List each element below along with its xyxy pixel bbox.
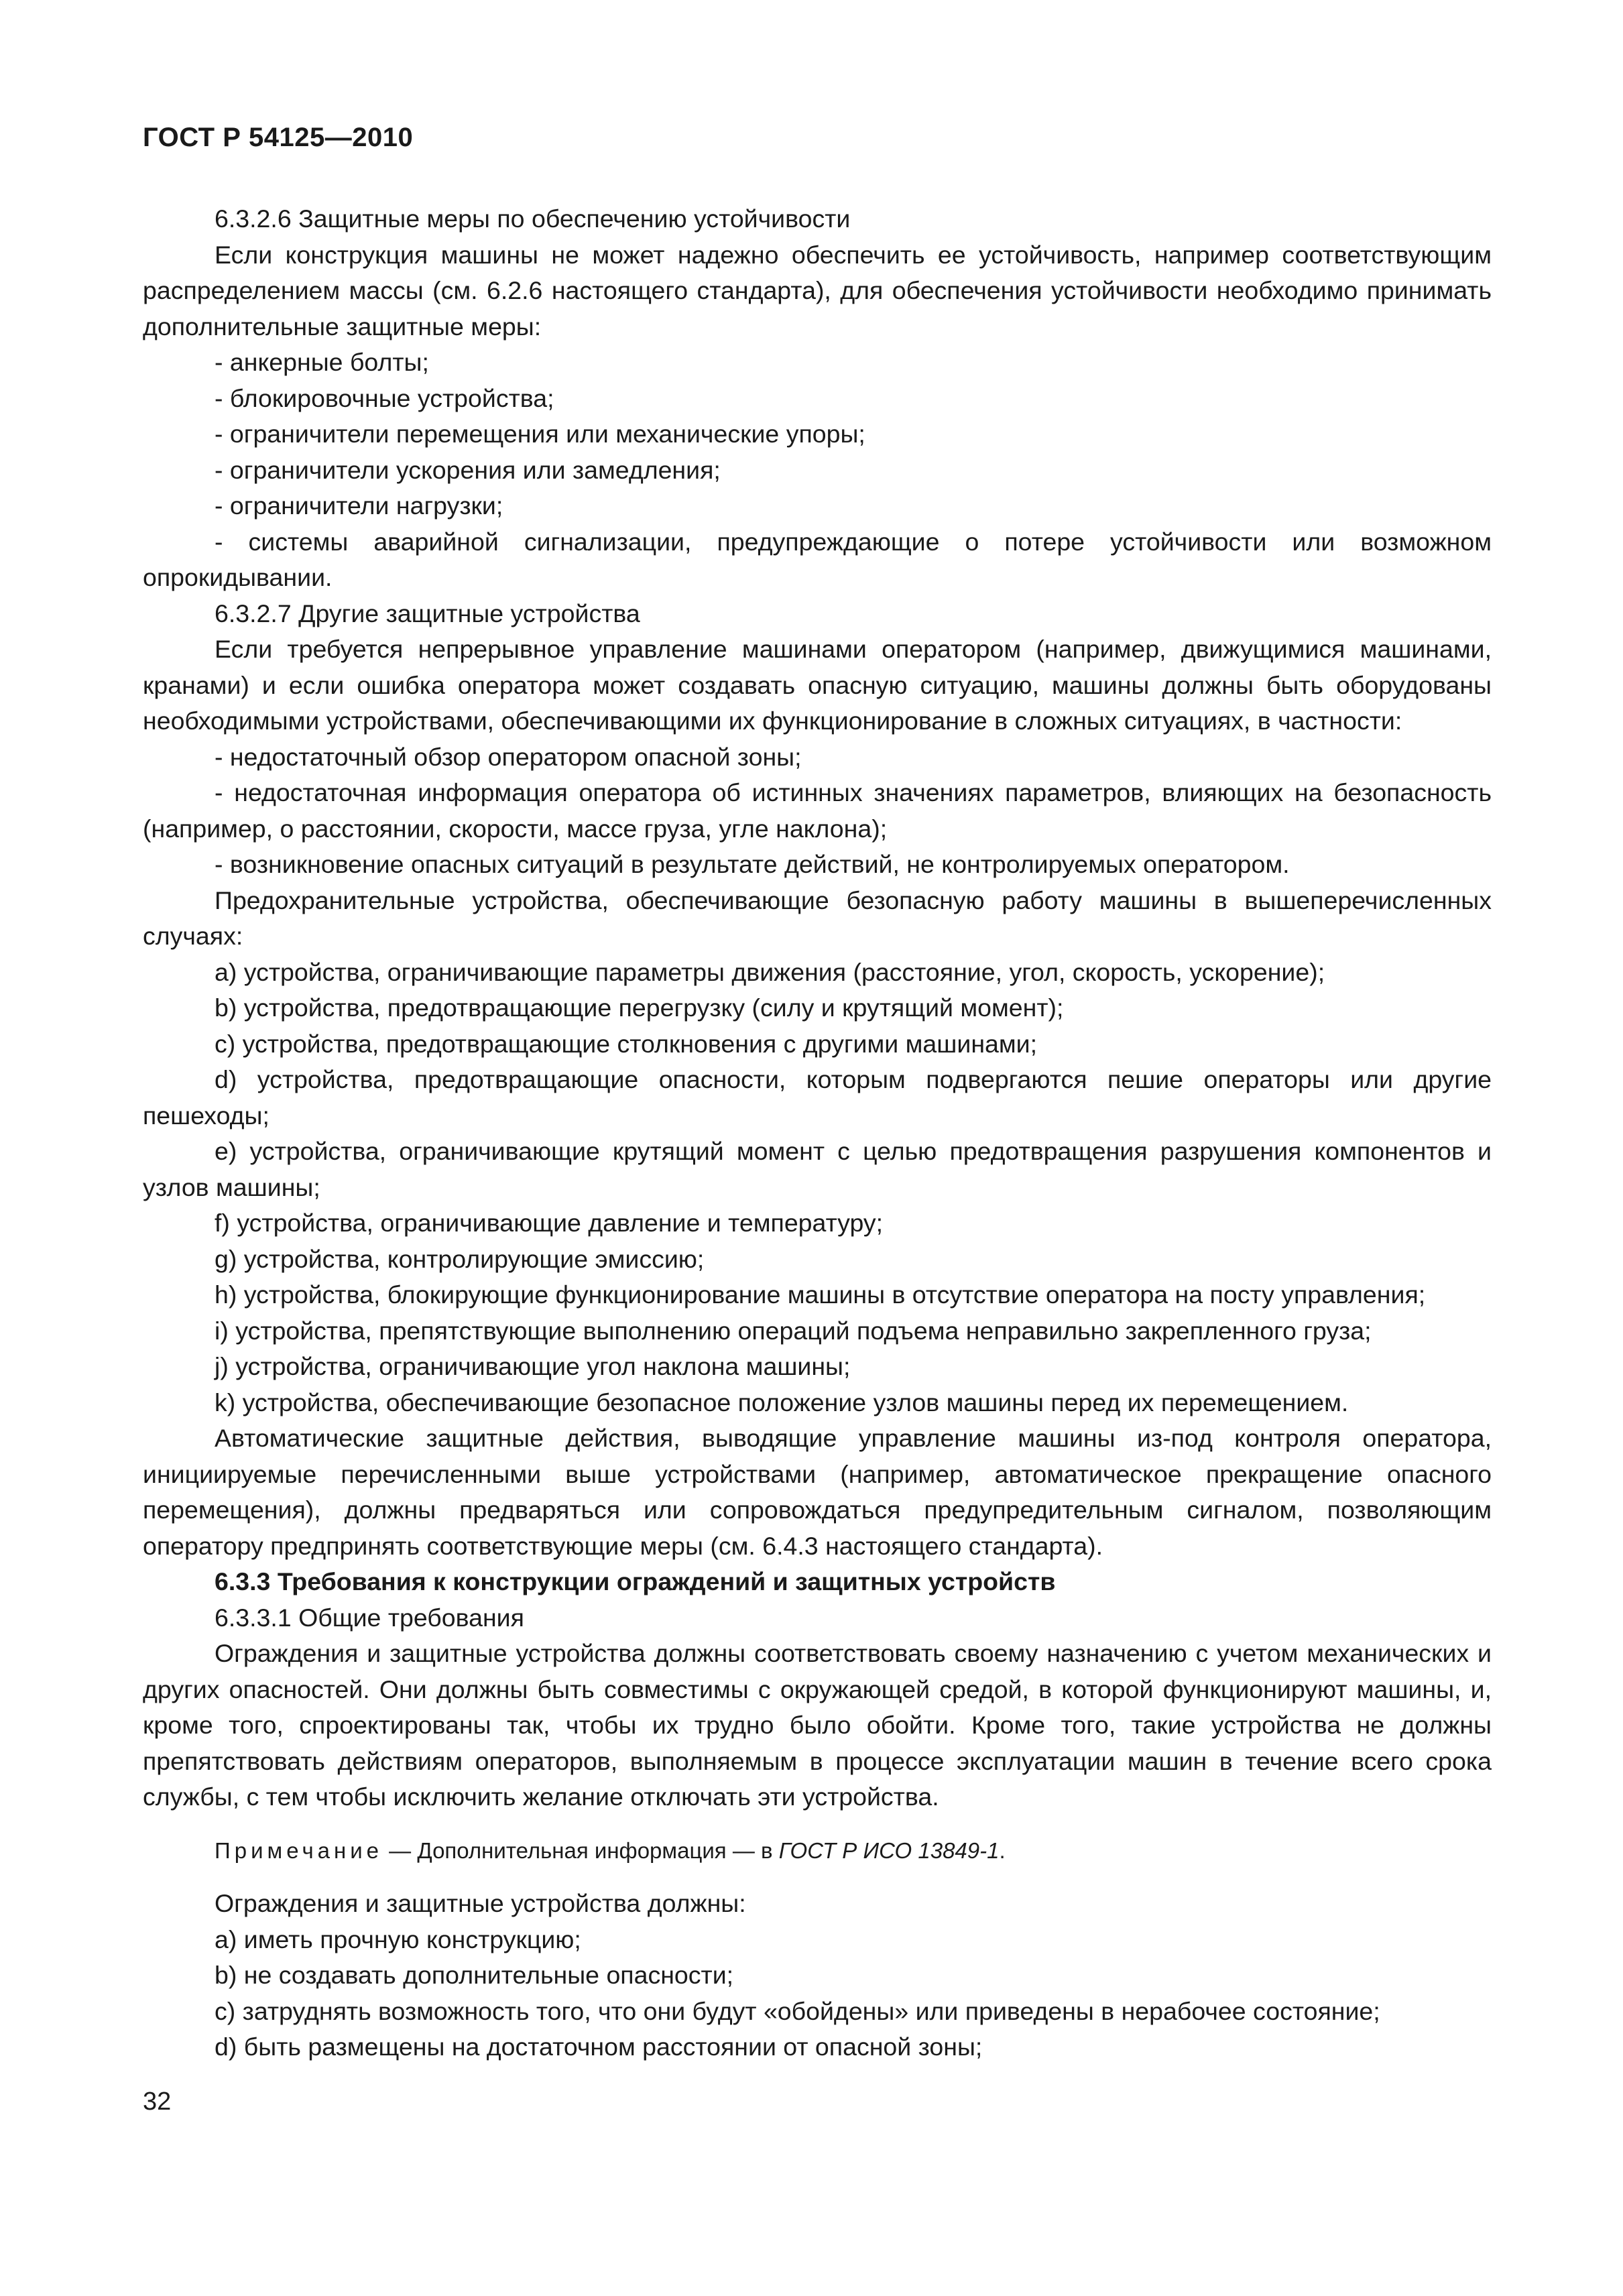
- section-6-3-3-1-title: 6.3.3.1 Общие требования: [215, 1603, 524, 1632]
- section-6-3-2-6-title: 6.3.2.6 Защитные меры по обеспечению устойчивости: [215, 204, 851, 233]
- list-item: - недостаточный обзор оператором опасной зоны;: [215, 742, 802, 771]
- list-item: - возникновение опасных ситуаций в результате действий, не контролируемых оператором.: [215, 850, 1290, 878]
- note-text: — Дополнительная информация — в: [383, 1837, 779, 1863]
- list-item: j) устройства, ограничивающие угол наклона машины;: [215, 1352, 851, 1380]
- list-item: - системы аварийной сигнализации, предупреждающие о потере устойчивости или возможном опрокидывании.: [143, 527, 1492, 591]
- list-item: a) устройства, ограничивающие параметры движения (расстояние, угол, скорость, ускорение);: [215, 957, 1325, 986]
- section-6-3-2-6-intro: Если конструкция машины не может надежно обеспечить ее устойчивость, например соответствующим распределением массы (см. 6.2.6 настоящего стандарта), для обеспечения устойчивости необходимо принимать дополнительные защитные меры:: [143, 240, 1492, 341]
- note-label: Примечание: [215, 1837, 383, 1863]
- list-item: i) устройства, препятствующие выполнению операций подъема неправильно закрепленного груза;: [215, 1316, 1372, 1345]
- list-item: - ограничители ускорения или замедления;: [215, 455, 721, 484]
- list-item: - блокировочные устройства;: [215, 383, 554, 412]
- list-item: k) устройства, обеспечивающие безопасное положение узлов машины перед их перемещением.: [215, 1388, 1349, 1416]
- list-item: d) быть размещены на достаточном расстоянии от опасной зоны;: [215, 2033, 983, 2061]
- section-6-3-2-7-intro: Если требуется непрерывное управление машинами оператором (например, движущимися машинами, кранами) и если ошибка оператора может создавать опасную ситуацию, машины должны быть оборудованы необходимыми устройствами, обеспечивающими их функционирование в сложных ситуациях, в частности:: [143, 635, 1492, 735]
- list-item: a) иметь прочную конструкцию;: [215, 1925, 581, 1953]
- list-item: b) устройства, предотвращающие перегрузку (силу и крутящий момент);: [215, 993, 1064, 1022]
- page-number: 32: [143, 2088, 172, 2116]
- document-header: ГОСТ Р 54125—2010: [143, 123, 414, 152]
- section-6-3-3-1-text: Ограждения и защитные устройства должны соответствовать своему назначению с учетом механических и других опасностей. Они должны быть совместимы с окружающей средой, в которой функционируют машины, и, кроме того, спроектированы так, чтобы их трудно было обойти. Кроме того, такие устройства не должны препятствовать действиям операторов, выполняемым в процессе эксплуатации машин в течение всего срока службы, с тем чтобы исключить желание отключать эти устройства.: [143, 1639, 1492, 1811]
- list-item: c) затруднять возможность того, что они будут «обойдены» или приведены в нерабочее состояние;: [215, 1996, 1380, 2025]
- note-reference: ГОСТ Р ИСО 13849-1: [778, 1837, 1000, 1863]
- list-item: - ограничители перемещения или механические упоры;: [215, 420, 865, 448]
- section-6-3-3-title: 6.3.3 Требования к конструкции ограждений и защитных устройств: [215, 1567, 1056, 1595]
- list-item: b) не создавать дополнительные опасности;: [215, 1961, 734, 1989]
- list-item: c) устройства, предотвращающие столкновения с другими машинами;: [215, 1029, 1038, 1058]
- list-item: - ограничители нагрузки;: [215, 491, 503, 520]
- list-item: - недостаточная информация оператора об истинных значениях параметров, влияющих на безопасность (например, о расстоянии, скорости, массе груза, угле наклона);: [143, 778, 1492, 843]
- guards-list-intro: Ограждения и защитные устройства должны:: [215, 1889, 746, 1917]
- list-item: g) устройства, контролирующие эмиссию;: [215, 1244, 705, 1273]
- list-item: h) устройства, блокирующие функционирование машины в отсутствие оператора на посту управления;: [215, 1280, 1426, 1309]
- document-body: [143, 201, 1492, 2065]
- note: [143, 1833, 1492, 1869]
- note-end: .: [999, 1837, 1006, 1863]
- list-item: - анкерные болты;: [215, 348, 429, 376]
- list-item: d) устройства, предотвращающие опасности, которым подвергаются пешие операторы или другие пешеходы;: [143, 1065, 1492, 1130]
- auto-protection-paragraph: Автоматические защитные действия, выводящие управление машины из-под контроля оператора, инициируемые перечисленными выше устройствами (например, автоматическое прекращение опасного перемещения), должны предваряться или сопровождаться предупредительным сигналом, позволяющим оператору предпринять соответствующие меры (см. 6.4.3 настоящего стандарта).: [143, 1424, 1492, 1560]
- list-item: f) устройства, ограничивающие давление и температуру;: [215, 1209, 884, 1237]
- section-6-3-2-7-title: 6.3.2.7 Другие защитные устройства: [215, 599, 640, 627]
- devices-intro: Предохранительные устройства, обеспечивающие безопасную работу машины в вышеперечисленных случаях:: [143, 886, 1492, 950]
- list-item: e) устройства, ограничивающие крутящий момент с целью предотвращения разрушения компонентов и узлов машины;: [143, 1137, 1492, 1201]
